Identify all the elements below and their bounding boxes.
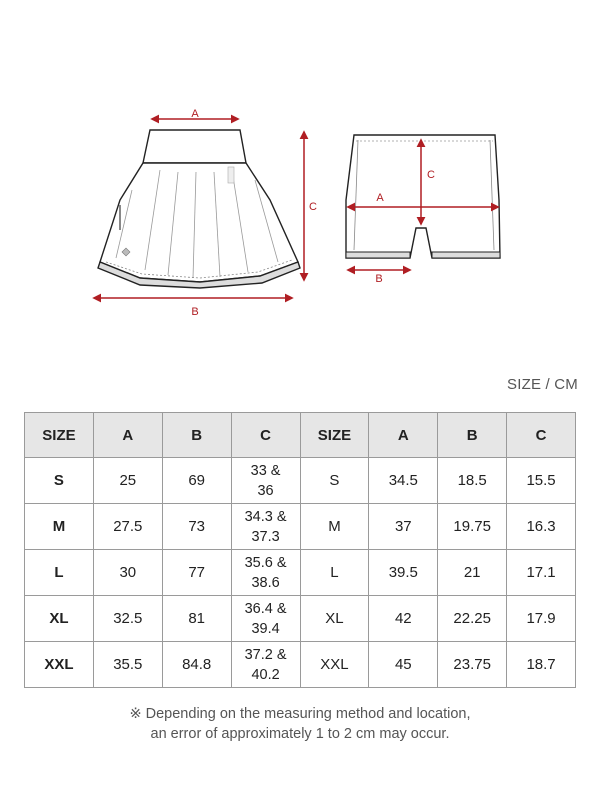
measurement-note xyxy=(0,704,600,744)
header-shorts-b: B xyxy=(438,413,507,458)
shorts-label-a: A xyxy=(376,192,384,204)
table-row xyxy=(25,504,576,550)
skirt-a: 25 xyxy=(93,458,162,504)
table-row xyxy=(25,642,576,688)
size-table xyxy=(24,412,576,688)
shorts-b: 23.75 xyxy=(438,642,507,688)
shorts-b: 18.5 xyxy=(438,458,507,504)
skirt-size: S xyxy=(25,458,94,504)
skirt-c-line2: 38.6 xyxy=(251,574,280,591)
skirt-a: 32.5 xyxy=(93,596,162,642)
skirt-c-line2: 37.3 xyxy=(251,528,280,545)
shorts-a: 39.5 xyxy=(369,550,438,596)
shorts-a: 42 xyxy=(369,596,438,642)
skirt-c xyxy=(231,458,300,504)
note-line-1: ※ Depending on the measuring method and location, xyxy=(129,706,471,722)
shorts-size: S xyxy=(300,458,369,504)
table-row xyxy=(25,550,576,596)
header-shorts-a: A xyxy=(369,413,438,458)
shorts-label-c: C xyxy=(427,169,435,181)
shorts-c: 17.1 xyxy=(507,550,576,596)
skirt-b: 84.8 xyxy=(162,642,231,688)
shorts-a: 37 xyxy=(369,504,438,550)
skirt-c-line2: 39.4 xyxy=(251,620,280,637)
skirt-size: XXL xyxy=(25,642,94,688)
table-row xyxy=(25,458,576,504)
shorts-label-b: B xyxy=(375,273,383,285)
skirt-measure-c xyxy=(304,132,317,280)
skirt-b: 69 xyxy=(162,458,231,504)
header-shorts-c: C xyxy=(507,413,576,458)
shorts-a: 34.5 xyxy=(369,458,438,504)
skirt-measure-a xyxy=(152,108,238,120)
skirt-size: M xyxy=(25,504,94,550)
unit-label: SIZE / CM xyxy=(507,376,578,393)
shorts-c: 15.5 xyxy=(507,458,576,504)
skirt-c-line2: 36 xyxy=(257,482,274,499)
skirt-c-line1: 33 & xyxy=(250,462,281,479)
shorts-drawing xyxy=(346,135,500,258)
table-row xyxy=(25,596,576,642)
note-line-2: an error of approximately 1 to 2 cm may occur. xyxy=(150,726,450,742)
skirt-c-line1: 34.3 & xyxy=(244,508,287,525)
skirt-c-line1: 36.4 & xyxy=(244,600,287,617)
skirt-c xyxy=(231,596,300,642)
skirt-b: 81 xyxy=(162,596,231,642)
skirt-measure-b xyxy=(94,298,292,318)
header-skirt-c: C xyxy=(231,413,300,458)
shorts-size: XXL xyxy=(300,642,369,688)
shorts-measure-b xyxy=(348,270,410,285)
shorts-c: 18.7 xyxy=(507,642,576,688)
shorts-size: M xyxy=(300,504,369,550)
skirt-size: L xyxy=(25,550,94,596)
shorts-b: 19.75 xyxy=(438,504,507,550)
shorts-size: L xyxy=(300,550,369,596)
skirt-c xyxy=(231,550,300,596)
header-shorts-size: SIZE xyxy=(300,413,369,458)
skirt-c-line1: 37.2 & xyxy=(244,646,287,663)
shorts-b: 22.25 xyxy=(438,596,507,642)
shorts-c: 17.9 xyxy=(507,596,576,642)
skirt-c xyxy=(231,642,300,688)
shorts-size: XL xyxy=(300,596,369,642)
skirt-b: 73 xyxy=(162,504,231,550)
skirt-a: 27.5 xyxy=(93,504,162,550)
skirt-drawing xyxy=(98,130,300,288)
skirt-c-line2: 40.2 xyxy=(251,666,280,683)
skirt-size: XL xyxy=(25,596,94,642)
skirt-a: 35.5 xyxy=(93,642,162,688)
header-skirt-a: A xyxy=(93,413,162,458)
garment-measurement-diagram xyxy=(0,0,600,340)
skirt-label-c: C xyxy=(309,201,317,213)
skirt-c-line1: 35.6 & xyxy=(244,554,287,571)
skirt-label-b: B xyxy=(191,306,199,318)
skirt-c xyxy=(231,504,300,550)
header-skirt-size: SIZE xyxy=(25,413,94,458)
header-skirt-b: B xyxy=(162,413,231,458)
table-header-row xyxy=(25,413,576,458)
skirt-a: 30 xyxy=(93,550,162,596)
shorts-c: 16.3 xyxy=(507,504,576,550)
shorts-a: 45 xyxy=(369,642,438,688)
skirt-label-a: A xyxy=(191,108,199,120)
skirt-b: 77 xyxy=(162,550,231,596)
shorts-b: 21 xyxy=(438,550,507,596)
